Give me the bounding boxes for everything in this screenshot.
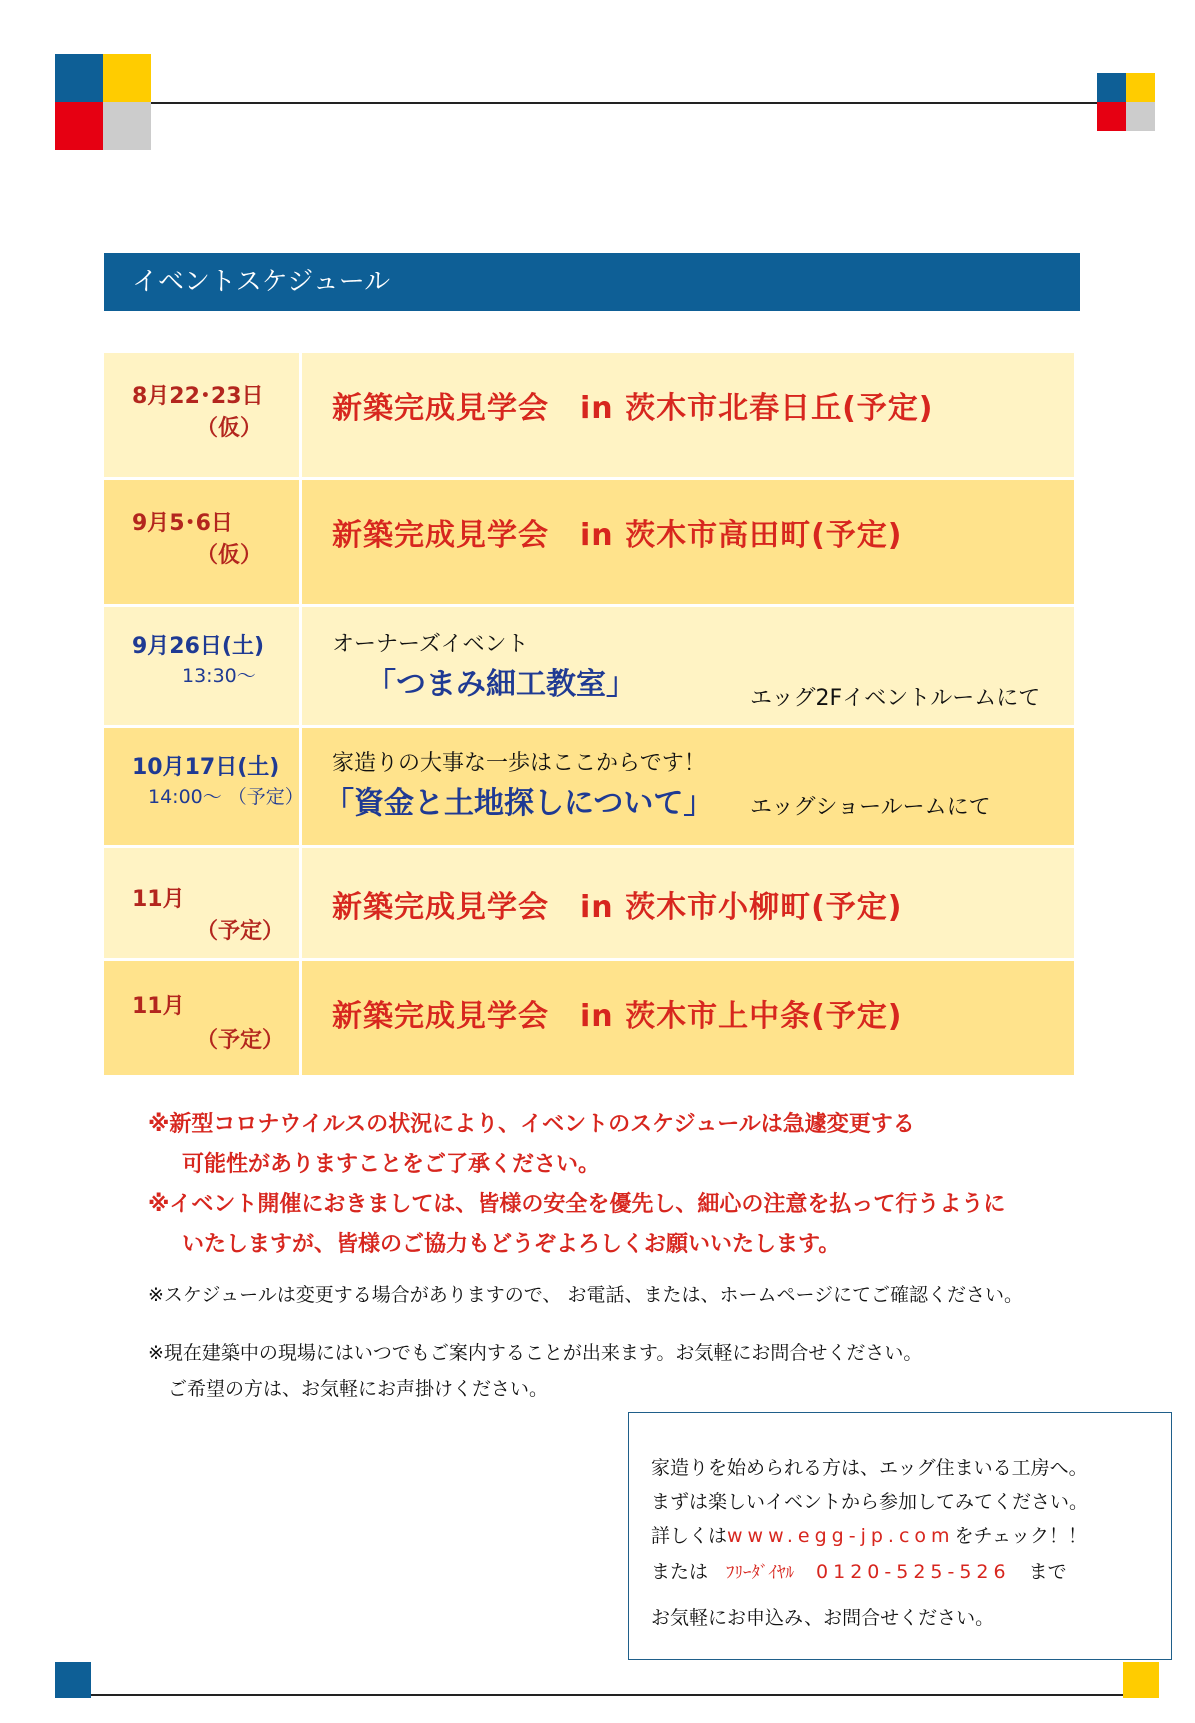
section-header (104, 253, 1080, 311)
info-line (651, 1521, 1087, 1548)
event-intro: 家造りの大事な一歩はここからです！ (332, 751, 706, 776)
info-text: まで (1028, 1561, 1067, 1583)
event-date-note: （予定） (196, 919, 285, 944)
decor-square-gray (1126, 102, 1155, 131)
notice-line: 可能性がありますことをご了承ください。 (182, 1152, 601, 1177)
decor-square-blue (55, 54, 103, 102)
table-row (104, 961, 1074, 1075)
date-cell (104, 961, 302, 1075)
event-date: 9月5･6日 (132, 511, 233, 536)
section-title: イベントスケジュール (132, 267, 391, 297)
content-cell (302, 848, 1074, 958)
event-title: 新築完成見学会 in 茨木市小柳町(予定) (332, 890, 903, 925)
content-cell (302, 353, 1074, 477)
info-line: お気軽にお申込み、お問合せください。 (651, 1607, 995, 1629)
event-title: 新築完成見学会 in 茨木市上中条(予定) (332, 999, 903, 1034)
notice-line: いたしますが、皆様のご協力もどうぞよろしくお願いいたします。 (182, 1232, 841, 1257)
notice-line: ※イベント開催におきましては、皆様の安全を優先し、細心の注意を払って行うように (148, 1192, 1006, 1217)
table-row (104, 607, 1074, 728)
schedule-table (104, 353, 1074, 1075)
website-link[interactable]: www.egg-jp.com (727, 1525, 955, 1547)
freedial-label: ﾌﾘｰﾀﾞｲﾔﾙ (726, 1563, 795, 1583)
table-row (104, 480, 1074, 607)
table-row (104, 353, 1074, 480)
content-cell (302, 961, 1074, 1075)
event-time: 13:30～ (182, 665, 256, 687)
decor-square-blue (1097, 73, 1126, 102)
phone-number[interactable]: 0120-525-526 (816, 1561, 1011, 1583)
event-date-note: （予定） (196, 1028, 285, 1053)
event-venue: エッグショールームにて (750, 795, 991, 820)
decor-square-red (1097, 102, 1126, 131)
event-date-note: （仮） (196, 416, 263, 441)
info-box (628, 1412, 1172, 1660)
table-row (104, 728, 1074, 848)
event-time: 14:00～ （予定） (148, 786, 304, 808)
event-intro: オーナーズイベント (332, 632, 529, 657)
date-cell (104, 480, 302, 604)
decor-square-yellow (1123, 1662, 1159, 1698)
event-title: 「つまみ細工教室」 (366, 667, 636, 702)
note-line: ご希望の方は、お気軽にお声掛けください。 (168, 1378, 549, 1400)
date-cell (104, 728, 302, 845)
notice-line: ※新型コロナウイルスの状況により、イベントのスケジュールは急遽変更する (148, 1112, 915, 1137)
decor-square-gray (103, 102, 151, 150)
decor-square-yellow (1126, 73, 1155, 102)
event-date: 10月17日(土) (132, 755, 280, 780)
top-rule (151, 102, 1097, 104)
note-line: ※スケジュールは変更する場合がありますので、 お電話、または、ホームページにてご確認ください。 (148, 1284, 1024, 1306)
table-row (104, 848, 1074, 961)
info-text: または (651, 1561, 709, 1583)
info-line (651, 1557, 1067, 1584)
event-date: 11月 (132, 887, 185, 912)
decor-square-red (55, 102, 103, 150)
note-line: ※現在建築中の現場にはいつでもご案内することが出来ます。お気軽にお問合せください。 (148, 1342, 923, 1364)
content-cell (302, 728, 1074, 845)
event-date: 11月 (132, 994, 185, 1019)
event-title: 「資金と土地探しについて」 (324, 786, 714, 821)
content-cell (302, 607, 1074, 725)
date-cell (104, 353, 302, 477)
info-text: 詳しくは (651, 1525, 728, 1547)
event-venue: エッグ2Fイベントルームにて (750, 686, 1041, 711)
event-title: 新築完成見学会 in 茨木市北春日丘(予定) (332, 391, 934, 426)
date-cell (104, 607, 302, 725)
event-title: 新築完成見学会 in 茨木市高田町(予定) (332, 518, 903, 553)
event-date: 8月22･23日 (132, 384, 264, 409)
event-date-note: （仮） (196, 543, 263, 568)
date-cell (104, 848, 302, 958)
decor-square-yellow (103, 54, 151, 102)
info-line: まずは楽しいイベントから参加してみてください。 (651, 1491, 1089, 1513)
info-line: 家造りを始められる方は、エッグ住まいる工房へ。 (651, 1457, 1088, 1479)
content-cell (302, 480, 1074, 604)
info-text: をチェック！！ (954, 1525, 1087, 1547)
bottom-rule (91, 1694, 1123, 1696)
event-date: 9月26日(土) (132, 634, 265, 659)
decor-square-blue (55, 1662, 91, 1698)
